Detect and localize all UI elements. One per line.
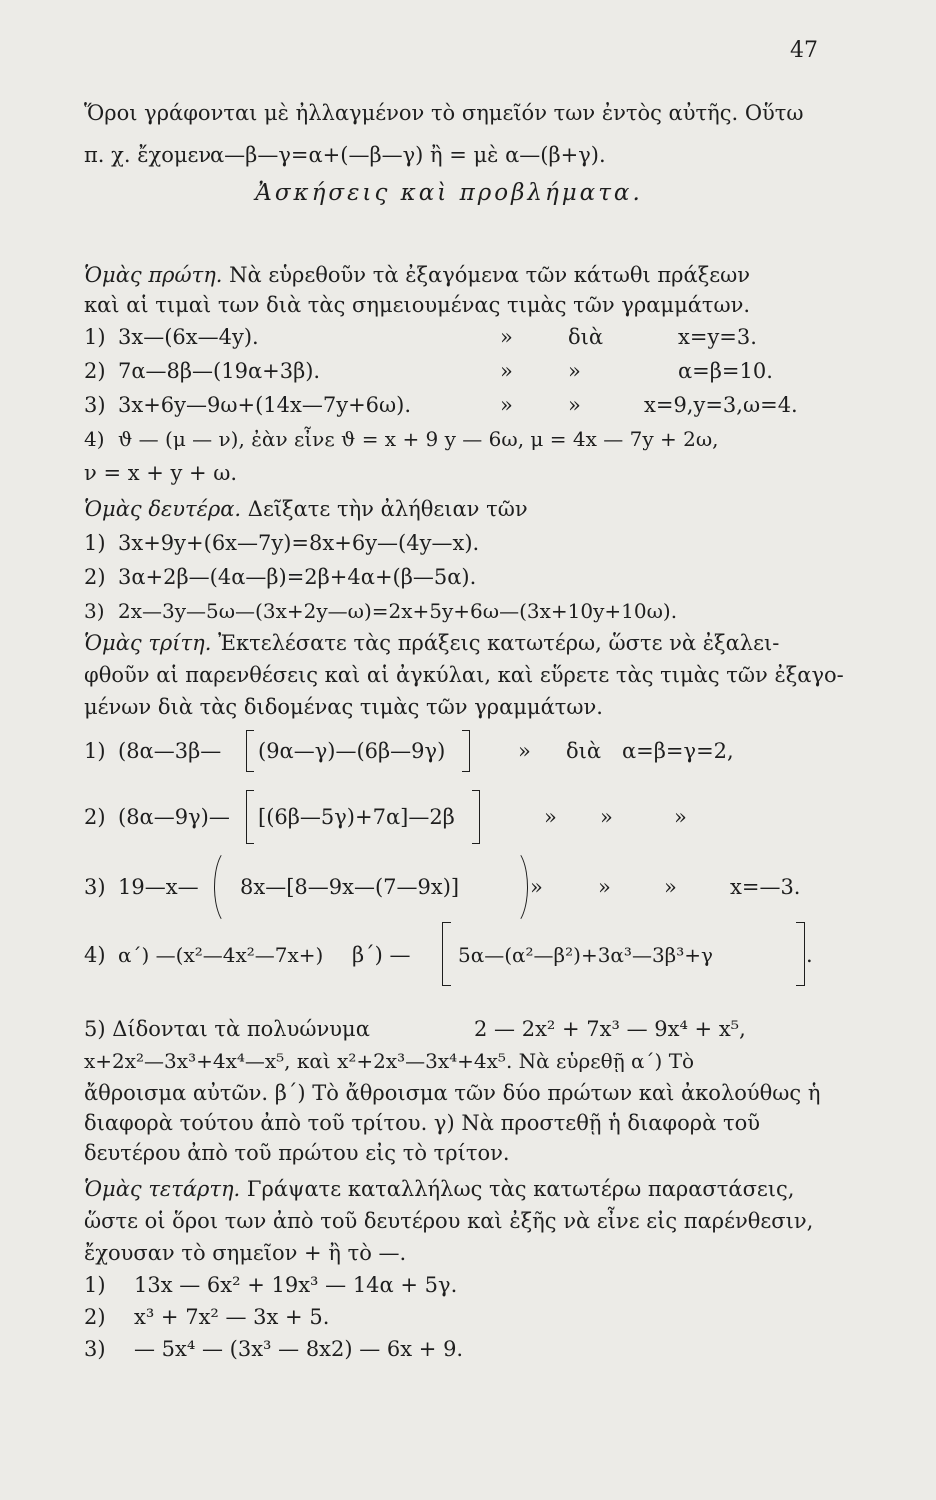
group3-text-3: μένων διὰ τὰς διδομένας τιμὰς τῶν γραμμάτων. <box>84 695 603 719</box>
item-expression: 7α—8β—(19α+3β). <box>118 359 321 383</box>
group1-title: Ὁμὰς πρώτη. <box>84 263 223 287</box>
square-bracket-close <box>462 730 470 772</box>
ditto-mark: » <box>664 875 677 899</box>
intro-line-2 <box>84 140 814 170</box>
group4-item-2 <box>84 1302 330 1332</box>
item-number: 1) <box>84 1273 106 1297</box>
item-expression: x³ + 7x² — 3x + 5. <box>134 1305 330 1329</box>
g3-item5-line-2: x+2x²—3x³+4x⁴—x⁵, καὶ x²+2x³—3x⁴+4x⁵. Νὰ εὑρεθῇ α΄) Τὸ <box>84 1049 695 1073</box>
square-bracket-close <box>796 922 805 986</box>
item-condition-word: διὰ <box>568 325 604 349</box>
ditto-mark: » <box>568 359 581 383</box>
group1-intro <box>84 260 814 290</box>
g3-item2-part-a: (8α—9γ)— <box>118 805 230 829</box>
item-expression: ϑ — (μ — ν), ἐὰν εἶνε ϑ = x + 9 y — 6ω, μ = 4x — 7y + 2ω, <box>118 427 719 451</box>
group1-item-4-cont: ν = x + y + ω. <box>84 461 238 485</box>
ditto-mark: » <box>544 805 557 829</box>
ditto-mark: » <box>530 875 543 899</box>
ditto-mark: » <box>500 359 513 383</box>
item-expression: — 5x⁴ — (3x³ — 8x2) — 6x + 9. <box>134 1337 464 1361</box>
group2-item-3 <box>84 596 678 626</box>
g3-item4-part-b: β΄) — <box>352 943 411 967</box>
square-bracket-open <box>246 730 254 772</box>
group1-item-2 <box>84 356 773 386</box>
g3-item2-number: 2) <box>84 805 106 829</box>
intro-line-2-formula: α—β—γ=α+(—β—γ) ἢ = μὲ α—(β+γ). <box>210 143 606 167</box>
group3-title: Ὁμὰς τρίτη. <box>84 631 212 655</box>
intro-line-1: Ὅροι γράφονται μὲ ἠλλαγμένον τὸ σημεῖόν των ἐντὸς αὐτῆς. Οὕτω <box>84 101 804 125</box>
group4-text: Γράψατε καταλλήλως τὰς κατωτέρω παραστάσεις, <box>246 1177 795 1201</box>
item-number: 2) <box>84 565 106 589</box>
group3-text: Ἐκτελέσατε τὰς πράξεις κατωτέρω, ὥστε νὰ ἐξαλει- <box>218 631 780 655</box>
ditto-mark: » <box>674 805 687 829</box>
g3-item5-line-3: ἄθροισμα αὐτῶν. β΄) Τὸ ἄθροισμα τῶν δύο πρώτων καὶ ἀκολούθως ἡ <box>84 1081 821 1105</box>
g3-item3-number: 3) <box>84 875 106 899</box>
g3-item1-part-b: (9α—γ)—(6β—9γ) <box>258 739 446 763</box>
g3-item4-part-a: α΄) —(x²—4x²—7x+) <box>118 943 324 967</box>
item-number: 2) <box>84 1305 106 1329</box>
item-number: 2) <box>84 359 106 383</box>
group4-text-2: ὥστε οἱ ὅροι των ἀπὸ τοῦ δευτέρου καὶ ἐξῆς νὰ εἶνε εἰς παρένθεσιν, <box>84 1209 814 1233</box>
g3-item5-line-4: διαφορὰ τούτου ἀπὸ τοῦ τρίτου. γ) Νὰ προστεθῇ ἡ διαφορὰ τοῦ <box>84 1111 760 1135</box>
g3-item4-part-c: 5α—(α²—β²)+3α³—3β³+γ <box>458 943 713 967</box>
group1-text-2: καὶ αἱ τιμαὶ των διὰ τὰς σημειουμένας τιμὰς τῶν γραμμάτων. <box>84 293 751 317</box>
g3-item5-line-5: δευτέρου ἀπὸ τοῦ πρώτου εἰς τὸ τρίτον. <box>84 1141 510 1165</box>
item-expression: 13x — 6x² + 19x³ — 14α + 5γ. <box>134 1273 458 1297</box>
item-expression: 3α+2β—(4α—β)=2β+4α+(β—5α). <box>118 565 477 589</box>
g3-item1-part-a: (8α—3β— <box>118 739 222 763</box>
ditto-mark: » <box>598 875 611 899</box>
item-expression: 3x—(6x—4y). <box>118 325 259 349</box>
ditto-mark: » <box>500 325 513 349</box>
group1-item-1 <box>84 322 757 352</box>
group2-item-2 <box>84 562 477 592</box>
intro-line-2-label: π. χ. ἔχομεν <box>84 143 212 167</box>
ditto-mark: » <box>518 739 531 763</box>
g3-item3-part-a: 19—x— <box>118 875 199 899</box>
square-bracket-open <box>442 922 451 986</box>
g3-item3-condition: x=—3. <box>730 875 801 899</box>
item-expression: 2x—3y—5ω—(3x+2y—ω)=2x+5y+6ω—(3x+10y+10ω). <box>118 599 678 623</box>
item-expression: 3x+6y—9ω+(14x—7y+6ω). <box>118 393 412 417</box>
g3-item5-line-1b: 2 — 2x² + 7x³ — 9x⁴ + x⁵, <box>474 1017 746 1041</box>
group4-text-3: ἔχουσαν τὸ σημεῖον + ἢ τὸ —. <box>84 1241 407 1265</box>
item-condition: x=9,y=3,ω=4. <box>644 393 798 417</box>
item-condition: x=y=3. <box>678 325 757 349</box>
item-number: 3) <box>84 599 105 623</box>
square-bracket-close <box>472 790 480 844</box>
group2-item-1 <box>84 528 480 558</box>
group4-intro <box>84 1174 814 1204</box>
item-expression: 3x+9y+(6x—7y)=8x+6y—(4y—x). <box>118 531 480 555</box>
ditto-mark: » <box>500 393 513 417</box>
g3-item1-number: 1) <box>84 739 106 763</box>
group2-title: Ὁμὰς δευτέρα. <box>84 497 242 521</box>
g3-item5-line-1a: 5) Δίδονται τὰ πολυώνυμα <box>84 1017 370 1041</box>
group3-text-2: φθοῦν αἱ παρενθέσεις καὶ αἱ ἀγκύλαι, καὶ εὕρετε τὰς τιμὰς τῶν ἐξαγο- <box>84 663 844 687</box>
square-bracket-open <box>246 790 254 844</box>
g3-item4-number: 4) <box>84 943 106 967</box>
group1-item-4 <box>84 424 719 454</box>
group1-item-3 <box>84 390 798 420</box>
item-condition: α=β=10. <box>678 359 773 383</box>
group4-item-3 <box>84 1334 464 1364</box>
group1-text: Νὰ εὑρεθοῦν τὰ ἐξαγόμενα τῶν κάτωθι πράξεων <box>229 263 751 287</box>
g3-item1-condition: α=β=γ=2, <box>622 739 734 763</box>
group4-item-1 <box>84 1270 458 1300</box>
item-number: 3) <box>84 393 106 417</box>
group2-text: Δεῖξατε τὴν ἀλήθειαν τῶν <box>247 497 528 521</box>
group4-title: Ὁμὰς τετάρτη. <box>84 1177 241 1201</box>
g3-item2-part-b: [(6β—5γ)+7α]—2β <box>258 805 455 829</box>
g3-item1-condition-word: διὰ <box>566 739 602 763</box>
large-paren-close <box>496 848 528 926</box>
g3-item3-part-b: 8x—[8—9x—(7—9x)] <box>240 875 460 899</box>
ditto-mark: » <box>600 805 613 829</box>
group2-intro <box>84 494 814 524</box>
group3-intro <box>84 628 814 658</box>
section-heading: Ἀσκήσεις καὶ προβλήματα. <box>255 180 643 206</box>
g3-item4-end: . <box>806 943 813 967</box>
item-number: 1) <box>84 531 106 555</box>
ditto-mark: » <box>568 393 581 417</box>
item-number: 4) <box>84 427 105 451</box>
item-number: 3) <box>84 1337 106 1361</box>
item-number: 1) <box>84 325 106 349</box>
page-number: 47 <box>790 38 818 63</box>
